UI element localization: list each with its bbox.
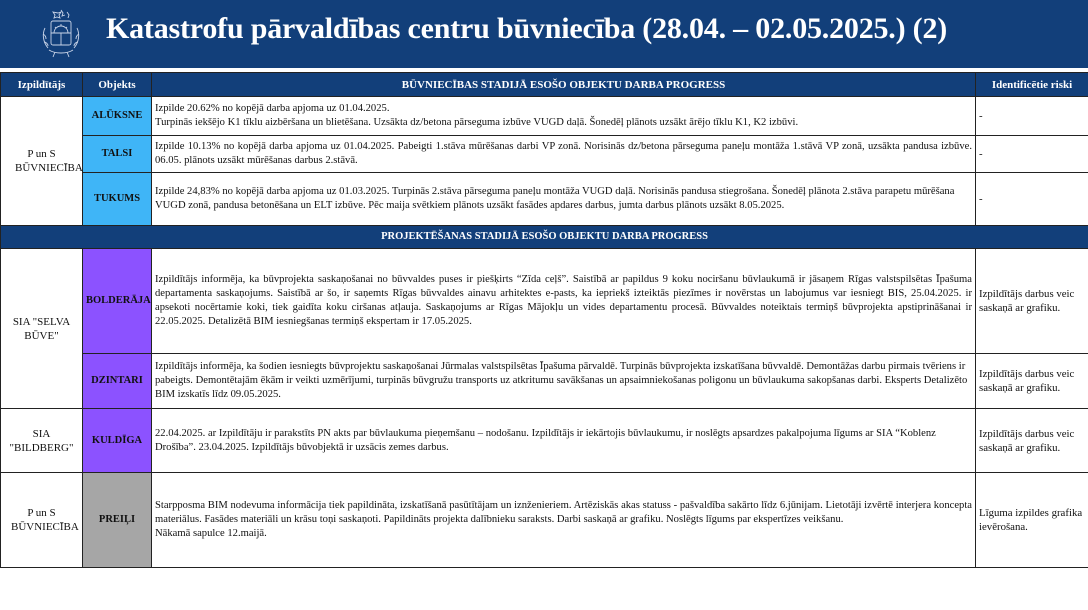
risk-cell: -	[976, 97, 1088, 136]
risk-cell: Izpildītājs darbus veic saskaņā ar grafiku.	[976, 409, 1088, 473]
table-header-row	[1, 73, 1088, 97]
progress-cell	[152, 473, 976, 568]
table-row	[1, 136, 1088, 173]
risk-cell: Izpildītājs darbus veic saskaņā ar grafiku.	[976, 249, 1088, 354]
table-row	[1, 173, 1088, 226]
progress-cell: 22.04.2025. ar Izpildītāju ir parakstīts PN akts par būvlaukuma pieņemšanu – nodošanu. Izpildītājs ir iekārtojis būvlaukumu, ir noslēgts apsardzes pakalpojuma līgums ar SIA “Koblenz Drošība”. 23.04.2025. Izpildītājs būvobjektā ir uzsācis zemes darbus.	[152, 409, 976, 473]
page-header	[0, 0, 1088, 68]
column-header-executor: Izpildītājs	[1, 73, 83, 97]
column-header-object: Objekts	[83, 73, 152, 97]
object-cell: KULDĪGA	[83, 409, 152, 473]
progress-table	[0, 72, 1088, 568]
executor-cell: P un S BŪVNIECĪBA	[1, 97, 83, 226]
object-cell: TUKUMS	[83, 173, 152, 226]
object-cell: TALSI	[83, 136, 152, 173]
table-row	[1, 354, 1088, 409]
progress-line: Izpilde 20.62% no kopējā darba apjoma uz 01.04.2025.	[155, 103, 390, 114]
risk-cell: -	[976, 136, 1088, 173]
risk-cell: Līguma izpildes grafika ievērošana.	[976, 473, 1088, 568]
progress-cell: Izpilde 10.13% no kopējā darba apjoma uz 01.04.2025. Pabeigti 1.stāva mūrēšanas darbi VP zonā. Norisinās dz/betona pārseguma paneļu montāža 1.stāvā VP zonā, uzsākta pandusa izbūve. 06.05. plānots uzsākt mūrēšanas darbus 2.stāvā.	[152, 136, 976, 173]
progress-text: Starpposma BIM nodevuma informācija tiek papildināta, izskatīšanā pasūtītājam un iznženieriem. Artēziskās akas statuss - pašvaldība sakārto līdz 6.jūnijam. Lietotāji izvērtē interjera koncepta materiālus. Fasādes materiāli un krāsu toņi saskaņoti. Papildināts projekta dalībnieku saraksts. Darbi saskaņā ar grafiku. Noslēgts līgums par ekspertīzes veikšanu.	[155, 500, 972, 525]
section-title: PROJEKTĒŠANAS STADIJĀ ESOŠO OBJEKTU DARBA PROGRESS	[1, 226, 1088, 249]
progress-note: Nākamā sapulce 12.maijā.	[155, 528, 267, 539]
table-row	[1, 473, 1088, 568]
table-row	[1, 249, 1088, 354]
risk-cell: Izpildītājs darbus veic saskaņā ar grafiku.	[976, 354, 1088, 409]
object-cell: ALŪKSNE	[83, 97, 152, 136]
page-title: Katastrofu pārvaldības centru būvniecība (28.04. – 02.05.2025.) (2)	[106, 12, 948, 45]
table-row	[1, 409, 1088, 473]
column-header-progress: BŪVNIECĪBAS STADIJĀ ESOŠO OBJEKTU DARBA PROGRESS	[152, 73, 976, 97]
column-header-risks: Identificētie riski	[976, 73, 1088, 97]
progress-cell: Izpildītājs informēja, ka šodien iesniegts būvprojektu saskaņošanai Jūrmalas valstspilsētas Īpašuma pārvaldē. Turpinās būvprojekta izskatīšana būvvaldē. Demontāžas darbu pirmais tvēriens ir pabeigts. Demontētajām ēkām ir veikti uzmērījumi, turpinās būvgružu transports uz atkritumu savākšanas un apsaimniekošanas poligonu un būvlaukuma sakopšanas darbi. Eksperts Detalizēto BIM izskatīs līdz 09.05.2025.	[152, 354, 976, 409]
progress-line: Turpinās iekšējo K1 tīklu aizbēršana un blietēšana. Uzsākta dz/betona pārseguma izbūve VUGD daļā. Šonedēļ plānots uzsākt ārējo tīklu K1, K2 izbūvi.	[155, 117, 799, 128]
object-cell: PREIĻI	[83, 473, 152, 568]
section-header-row	[1, 226, 1088, 249]
latvia-coat-of-arms-icon	[33, 6, 89, 62]
progress-cell: Izpilde 24,83% no kopējā darba apjoma uz 01.03.2025. Turpinās 2.stāva pārseguma paneļu montāža VUGD daļā. Norisinās pandusa stiegrošana. Šonedēļ plānota 2.stāva parapetu mūrēšana VUGD zonā, pandusa betonēšana un ELT izbūve. Pēc maija svētkiem plānots uzsākt fasādes apdares darbus, jumta darbus plānots uzsākt 8.05.2025.	[152, 173, 976, 226]
risk-cell: -	[976, 173, 1088, 226]
progress-cell	[152, 97, 976, 136]
executor-cell: P un S BŪVNIECĪBA	[1, 473, 83, 568]
object-cell: BOLDERĀJA	[83, 249, 152, 354]
object-cell: DZINTARI	[83, 354, 152, 409]
executor-cell: SIA "SELVA BŪVE"	[1, 249, 83, 409]
table-row	[1, 97, 1088, 136]
progress-cell: Izpildītājs informēja, ka būvprojekta saskaņošanai no būvvaldes puses ir piešķirts “Zīda ceļš”. Saistībā ar papildus 9 koku nociršanu būvlaukumā ir jāsaņem Rīgas valstspilsētas Īpašuma departamenta saskaņojums. Saistībā ar šo, ir saņemts Rīgas būvvaldes ainavu arhitektes e-pasts, ka iepriekš izteiktās piezīmes ir novērstas un labojumus var iesniegt BIS, 25.04.2025. ir apsekoti nocērtamie koki, tiek gaidīta koku ciršanas atļauja. Saskaņojums ar Rīgas Mājokļu un vides departamentu procesā. Būvvaldes noteiktais termiņš būvprojekta apstiprināšanai ir 22.05.2025. Detalizētā BIM iesniegšanas termiņš ekspertam ir 17.05.2025.	[152, 249, 976, 354]
executor-cell: SIA "BILDBERG"	[1, 409, 83, 473]
